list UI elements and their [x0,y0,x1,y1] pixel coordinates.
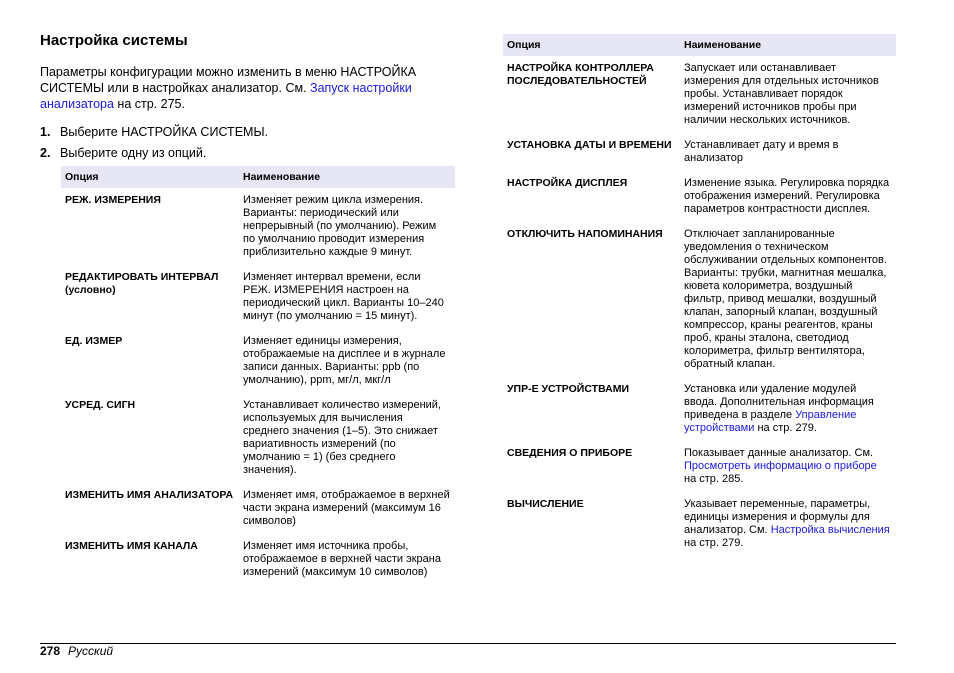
table-row [61,489,455,540]
cross-reference-link[interactable]: Настройка вычисления [770,524,890,536]
option-name: ИЗМЕНИТЬ ИМЯ АНАЛИЗАТОРА [65,489,234,501]
option-name: НАСТРОЙКА ДИСПЛЕЯ [507,177,628,189]
intro-text: Параметры конфигурации можно изменить в меню НАСТРОЙКА СИСТЕМЫ или в настройках анализатор. См. [40,65,417,95]
option-description-cell [680,498,896,562]
option-description-cell [680,139,896,177]
option-description: Показывает данные анализатор. См. [684,447,874,459]
option-description: Изменяет имя источника пробы, отображаемое в верхней части экрана измерений (максимум 10 символов) [243,540,441,578]
table-row [503,56,896,139]
option-description: Запускает или останавливает измерения для отдельных источников пробы. Устанавливает порядок измерений источников пробы при наличии нескольких источников. [684,62,879,126]
option-description: Установка или удаление модулей ввода. Дополнительная информация приведена в разделе [684,383,874,421]
table-row [503,177,896,228]
option-description: Устанавливает количество измерений, используемых для вычисления среднего значения (1–5). Это снижает вариативность измерений (по умолчанию = 1) (без среднего значения). [243,399,441,476]
option-description: Изменяет единицы измерения, отображаемые на дисплее и в журнале записи данных. Варианты: ppb (по умолчанию), ppm, мг/л, мкг/л [243,335,446,386]
step-text: Выберите НАСТРОЙКА СИСТЕМЫ. [60,125,268,139]
option-name: УСРЕД. СИГН [65,399,136,411]
page-reference: на стр. 279. [754,422,817,434]
table-row [503,228,896,383]
cross-reference-link[interactable]: Управление устройствами [684,409,857,434]
option-description: Изменяет интервал времени, если РЕЖ. ИЗМЕРЕНИЯ настроен на периодический цикл. Варианты 10–240 минут (по умолчанию = 15 минут). [243,271,444,322]
table-row [61,399,455,489]
footer-divider [40,643,896,644]
table-row [61,540,455,591]
page-footer [40,644,113,658]
cross-reference-link[interactable]: Просмотреть информацию о приборе [684,460,877,472]
options-table-right [503,34,896,562]
option-name: ИЗМЕНИТЬ ИМЯ КАНАЛА [65,540,198,552]
step-text: Выберите одну из опций. [60,146,207,160]
option-description-cell [239,489,455,540]
table-row [503,447,896,498]
page-reference: на стр. 285. [684,473,744,485]
options-table-left [61,166,455,591]
intro-paragraph [40,64,455,112]
right-column [503,34,896,562]
header-description: Наименование [239,166,455,188]
option-description-cell [239,335,455,399]
option-description-cell [680,56,896,139]
option-description: Указывает переменные, параметры, единицы измерения и формулы для анализатор. См. [684,498,871,536]
option-description-cell [680,228,896,383]
left-column [40,30,455,591]
footer-language: Русский [68,644,114,658]
option-description-cell [680,447,896,498]
steps-list [40,124,455,161]
table-row [61,188,455,271]
option-name: ОТКЛЮЧИТЬ НАПОМИНАНИЯ [507,228,663,240]
option-description-cell [239,271,455,335]
option-description: Изменяет имя, отображаемое в верхней части экрана измерений (максимум 16 символов) [243,489,450,527]
table-row [61,271,455,335]
option-description-cell [680,177,896,228]
option-description-cell [239,540,455,591]
step-number: 1. [40,125,51,139]
header-option: Опция [61,166,239,188]
option-description: Изменяет режим цикла измерения. Варианты: периодический или непрерывный (по умолчанию). Режим по умолчанию проводит измерения приблизительно каждые 9 минут. [243,194,437,258]
intro-tail: на стр. 275. [113,97,185,111]
table-row [503,498,896,562]
table-row [61,335,455,399]
table-header-row [503,34,896,56]
option-description: Устанавливает дату и время в анализатор [684,139,839,164]
option-description: Изменение языка. Регулировка порядка отображения измерений. Регулировка параметров контрастности дисплея. [684,177,890,215]
option-name: СВЕДЕНИЯ О ПРИБОРЕ [507,447,633,459]
table-row [503,139,896,177]
option-name: УСТАНОВКА ДАТЫ И ВРЕМЕНИ [507,139,672,151]
table-row [503,383,896,447]
option-description-cell [680,383,896,447]
option-description: Отключает запланированные уведомления о техническом обслуживании отдельных компонентов. Варианты: трубки, магнитная мешалка, кювета колориметра, воздушный фильтр, привод мешалки, воздушный клапан, запорный клапан, воздушный компрессор, краны реагентов, краны проб, краны эталона, светодиод колориметра, фильтр вентилятора, обратный клапан. [684,228,887,370]
step-item [40,124,455,140]
table-header-row [61,166,455,188]
page-reference: на стр. 279. [684,537,744,549]
option-name: ВЫЧИСЛЕНИЕ [507,498,584,510]
option-name: НАСТРОЙКА КОНТРОЛЛЕРА ПОСЛЕДОВАТЕЛЬНОСТЕЙ [507,62,654,87]
option-description-cell [239,188,455,271]
option-name: РЕЖ. ИЗМЕРЕНИЯ [65,194,161,206]
setup-link[interactable]: Запуск настройки анализатора [40,81,412,111]
page-number: 278 [40,644,61,658]
step-number: 2. [40,146,51,160]
header-description: Наименование [680,34,896,56]
option-description-cell [239,399,455,489]
step-item [40,145,455,161]
option-name: УПР-Е УСТРОЙСТВАМИ [507,383,630,395]
option-name: ЕД. ИЗМЕР [65,335,123,347]
header-option: Опция [503,34,680,56]
section-title: Настройка системы [40,32,188,49]
option-name: РЕДАКТИРОВАТЬ ИНТЕРВАЛ (условно) [65,271,219,296]
